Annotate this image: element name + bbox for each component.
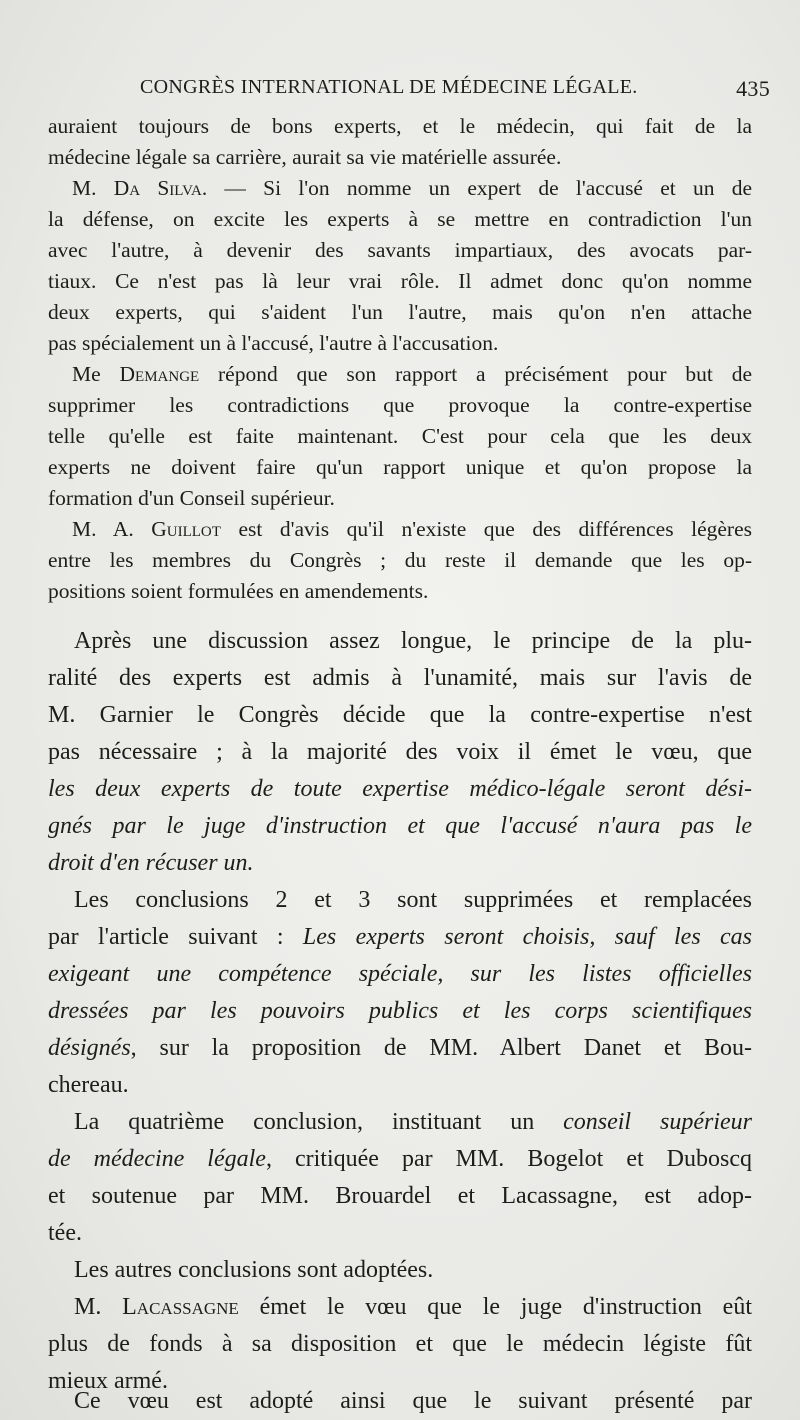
- line-rest: émet le vœu que le juge d'instruction eût: [238, 1294, 753, 1320]
- line-italic: de médecine légale: [48, 1146, 266, 1172]
- text-line: [72, 362, 752, 387]
- line-normal: , sur la proposition de MM. Albert Danet et Bou-: [130, 1035, 752, 1061]
- line-rest: répond que son rapport a précisément pour but de: [199, 362, 752, 386]
- text-line: les deux experts de toute expertise médico-légale seront dési-: [48, 776, 752, 802]
- text-line: auraient toujours de bons experts, et le médecin, qui fait de la: [48, 114, 752, 138]
- line-italic: Les experts seront choisis, sauf les cas: [302, 924, 752, 950]
- text-line: telle qu'elle est faite maintenant. C'est pour cela que les deux: [48, 424, 752, 448]
- text-line: Après une discussion assez longue, le principe de la plu-: [74, 628, 752, 654]
- text-line: chereau.: [48, 1072, 129, 1098]
- speaker-name: Demange: [119, 362, 200, 386]
- line-normal: , critiquée par MM. Bogelot et Duboscq: [265, 1146, 752, 1172]
- text-line: et soutenue par MM. Brouardel et Lacassagne, est adop-: [48, 1183, 752, 1209]
- text-line: tiaux. Ce n'est pas là leur vrai rôle. Il admet donc qu'on nomme: [48, 269, 752, 293]
- text-line: formation d'un Conseil supérieur.: [48, 486, 335, 510]
- text-line: pas spécialement un à l'accusé, l'autre à l'accusation.: [48, 331, 499, 355]
- speaker-name: Guillot: [151, 517, 221, 541]
- text-line: exigeant une compétence spéciale, sur les listes officielles: [48, 961, 752, 987]
- text-line: positions soient formulées en amendements.: [48, 579, 429, 603]
- text-line: [72, 176, 752, 201]
- text-line: droit d'en récuser un.: [48, 850, 254, 876]
- text-line: [72, 517, 752, 542]
- speaker-prefix: M. A.: [72, 517, 152, 541]
- speaker-prefix: Me: [72, 362, 120, 386]
- text-line: entre les membres du Congrès ; du reste il demande que les op-: [48, 548, 752, 572]
- text-line: Ce vœu est adopté ainsi que le suivant présenté par: [74, 1388, 752, 1414]
- running-header: [140, 76, 770, 104]
- text-line: [48, 1035, 752, 1062]
- page-number: 435: [736, 76, 770, 101]
- speaker-prefix: M.: [72, 176, 114, 200]
- speaker-name: Lacassagne: [122, 1294, 239, 1320]
- text-line: [48, 924, 752, 951]
- text-line: médecine légale sa carrière, aurait sa vie matérielle assurée.: [48, 145, 562, 169]
- text-line: supprimer les contradictions que provoque la contre-expertise: [48, 393, 752, 417]
- text-line: [74, 1294, 752, 1321]
- text-line: Les conclusions 2 et 3 sont supprimées et remplacées: [74, 887, 752, 913]
- text-line: tée.: [48, 1220, 82, 1246]
- text-line: mieux armé.: [48, 1368, 168, 1394]
- text-line: la défense, on excite les experts à se mettre en contradiction l'un: [48, 207, 752, 231]
- text-line: Les autres conclusions sont adoptées.: [74, 1257, 434, 1283]
- speaker-name: Da Silva: [113, 176, 202, 200]
- text-line: pas nécessaire ; à la majorité des voix il émet le vœu, que: [48, 739, 752, 765]
- text-line: dressées par les pouvoirs publics et les corps scientifiques: [48, 998, 752, 1024]
- text-line: M. Garnier le Congrès décide que la contre-expertise n'est: [48, 702, 752, 728]
- text-line: [74, 1109, 752, 1136]
- text-line: experts ne doivent faire qu'un rapport unique et qu'on propose la: [48, 455, 752, 479]
- text-line: plus de fonds à sa disposition et que le médecin légiste fût: [48, 1331, 752, 1357]
- line-normal: La quatrième conclusion, instituant un: [74, 1109, 564, 1135]
- speaker-prefix: M.: [74, 1294, 123, 1320]
- text-line: ralité des experts est admis à l'unamité, mais sur l'avis de: [48, 665, 752, 691]
- text-line: gnés par le juge d'instruction et que l'accusé n'aura pas le: [48, 813, 752, 839]
- line-italic: désignés: [48, 1035, 131, 1061]
- text-line: deux experts, qui s'aident l'un l'autre, mais qu'on n'en attache: [48, 300, 752, 324]
- text-line: [48, 1146, 752, 1173]
- line-rest: . — Si l'on nomme un expert de l'accusé et un de: [201, 176, 752, 200]
- line-rest: est d'avis qu'il n'existe que des différences légères: [220, 517, 752, 541]
- running-title: CONGRÈS INTERNATIONAL DE MÉDECINE LÉGALE.: [140, 76, 638, 98]
- text-line: avec l'autre, à devenir des savants impartiaux, des avocats par-: [48, 238, 752, 262]
- line-italic: conseil supérieur: [563, 1109, 752, 1135]
- line-normal: par l'article suivant :: [48, 924, 303, 950]
